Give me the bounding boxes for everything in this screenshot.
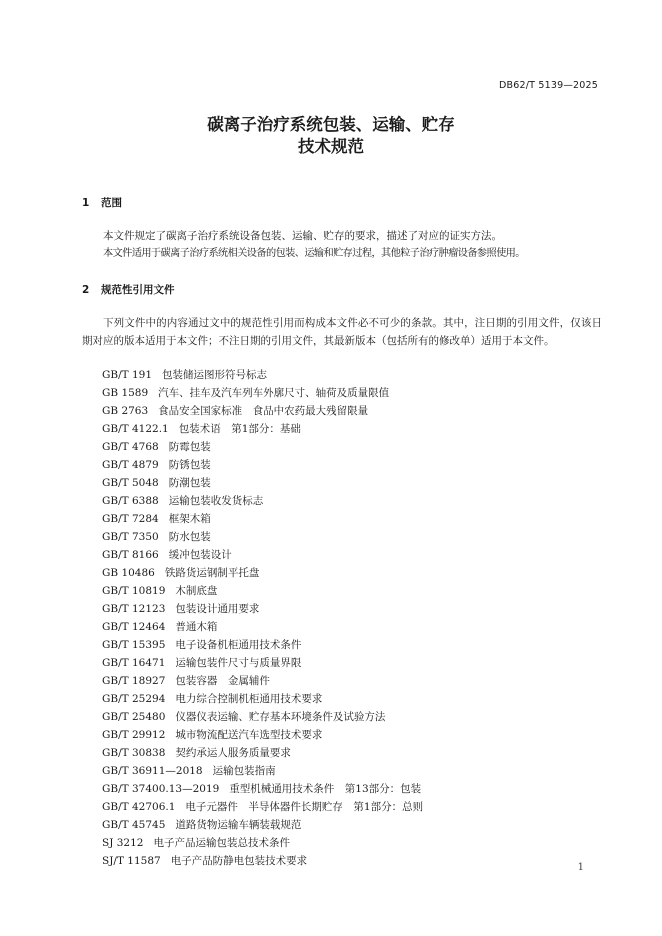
reference-title: 包装容器 金属辅件 xyxy=(175,675,270,687)
reference-code: GB/T 5048 xyxy=(102,477,159,489)
reference-title: 包装术语 第1部分：基础 xyxy=(178,423,301,435)
reference-item xyxy=(102,780,423,798)
reference-item xyxy=(102,762,423,780)
reference-code: GB/T 7350 xyxy=(102,531,159,543)
reference-title: 木制底盘 xyxy=(175,585,218,597)
reference-item xyxy=(102,798,423,816)
references-intro: 下列文件中的内容通过文中的规范性引用而构成本文件必不可少的条款。其中，注日期的引用文件，仅该日期对应的版本适用于本文件；不注日期的引用文件，其最新版本（包括所有的修改单）适用于本文件。 xyxy=(82,317,602,347)
reference-title: 缓冲包装设计 xyxy=(168,549,232,561)
reference-item xyxy=(102,402,423,420)
reference-item xyxy=(102,636,423,654)
page-number: 1 xyxy=(577,862,584,873)
reference-item xyxy=(102,726,423,744)
reference-item xyxy=(102,834,423,852)
reference-title: 仪器仪表运输、贮存基本环境条件及试验方法 xyxy=(175,711,386,723)
reference-item xyxy=(102,456,423,474)
standard-code: DB62/T 5139—2025 xyxy=(499,80,598,91)
reference-title: 防潮包装 xyxy=(168,477,211,489)
reference-item xyxy=(102,852,423,870)
reference-item xyxy=(102,384,423,402)
reference-item xyxy=(102,744,423,762)
reference-code: SJ 3212 xyxy=(102,837,144,849)
reference-code: GB/T 45745 xyxy=(102,819,166,831)
reference-item xyxy=(102,546,423,564)
reference-title: 运输包装指南 xyxy=(212,765,276,777)
reference-item xyxy=(102,708,423,726)
reference-title: 汽车、挂车及汽车列车外廓尺寸、轴荷及质量限值 xyxy=(158,387,390,399)
reference-item xyxy=(102,492,423,510)
section-2-number: 2 xyxy=(82,284,90,296)
reference-title: 包装储运图形符号标志 xyxy=(162,369,268,381)
reference-code: GB/T 25480 xyxy=(102,711,166,723)
reference-title: 城市物流配送汽车选型技术要求 xyxy=(175,729,323,741)
section-1-number: 1 xyxy=(82,197,90,209)
reference-title: 普通木箱 xyxy=(175,621,218,633)
reference-code: GB/T 4879 xyxy=(102,459,159,471)
reference-title: 电子元器件 半导体器件长期贮存 第1部分：总则 xyxy=(185,801,424,813)
reference-code: GB/T 36911—2018 xyxy=(102,765,203,777)
reference-item xyxy=(102,420,423,438)
reference-item xyxy=(102,816,423,834)
reference-code: GB/T 15395 xyxy=(102,639,166,651)
reference-title: 道路货物运输车辆装载规范 xyxy=(175,819,302,831)
reference-title: 契约承运人服务质量要求 xyxy=(175,747,291,759)
reference-code: GB 10486 xyxy=(102,567,155,579)
reference-title: 防锈包装 xyxy=(168,459,211,471)
reference-item xyxy=(102,618,423,636)
reference-title: 防水包装 xyxy=(168,531,211,543)
reference-title: 电力综合控制机柜通用技术要求 xyxy=(175,693,323,705)
reference-code: GB/T 7284 xyxy=(102,513,159,525)
reference-code: SJ/T 11587 xyxy=(102,855,161,867)
reference-code: GB/T 42706.1 xyxy=(102,801,176,813)
reference-item xyxy=(102,528,423,546)
reference-code: GB/T 16471 xyxy=(102,657,166,669)
reference-code: GB/T 29912 xyxy=(102,729,166,741)
reference-title: 电子设备机柜通用技术条件 xyxy=(175,639,302,651)
reference-code: GB/T 30838 xyxy=(102,747,166,759)
reference-title: 铁路货运钢制平托盘 xyxy=(164,567,260,579)
reference-title: 框架木箱 xyxy=(168,513,211,525)
reference-item xyxy=(102,510,423,528)
reference-code: GB/T 8166 xyxy=(102,549,159,561)
reference-item xyxy=(102,600,423,618)
reference-title: 运输包装件尺寸与质量界限 xyxy=(175,657,302,669)
reference-item xyxy=(102,690,423,708)
section-1-title: 范围 xyxy=(101,197,122,209)
reference-item xyxy=(102,474,423,492)
reference-title: 食品安全国家标准 食品中农药最大残留限量 xyxy=(158,405,369,417)
reference-code: GB/T 10819 xyxy=(102,585,166,597)
reference-title: 重型机械通用技术条件 第13部分：包装 xyxy=(229,783,422,795)
reference-list xyxy=(102,366,423,870)
reference-item xyxy=(102,654,423,672)
reference-code: GB/T 18927 xyxy=(102,675,166,687)
reference-code: GB/T 4768 xyxy=(102,441,159,453)
reference-code: GB/T 12464 xyxy=(102,621,166,633)
reference-title: 电子产品运输包装总技术条件 xyxy=(153,837,290,849)
reference-code: GB/T 4122.1 xyxy=(102,423,169,435)
document-title-line1: 碳离子治疗系统包装、运输、贮存 xyxy=(207,115,455,134)
section-2-heading xyxy=(82,282,175,297)
reference-code: GB/T 12123 xyxy=(102,603,166,615)
reference-code: GB 2763 xyxy=(102,405,149,417)
reference-item xyxy=(102,564,423,582)
reference-item xyxy=(102,438,423,456)
scope-paragraph-2: 本文件适用于碳离子治疗系统相关设备的包装、运输和贮存过程，其他粒子治疗肿瘤设备参照使用。 xyxy=(103,248,525,259)
section-1-heading xyxy=(82,195,122,210)
reference-code: GB/T 37400.13—2019 xyxy=(102,783,220,795)
reference-code: GB/T 191 xyxy=(102,369,153,381)
reference-title: 防霉包装 xyxy=(168,441,211,453)
reference-code: GB/T 25294 xyxy=(102,693,166,705)
reference-title: 电子产品防静电包装技术要求 xyxy=(170,855,308,867)
reference-item xyxy=(102,366,423,384)
reference-title: 包装设计通用要求 xyxy=(175,603,260,615)
reference-code: GB/T 6388 xyxy=(102,495,159,507)
reference-code: GB 1589 xyxy=(102,387,149,399)
reference-item xyxy=(102,582,423,600)
section-2-title: 规范性引用文件 xyxy=(101,284,175,296)
reference-item xyxy=(102,672,423,690)
scope-paragraph-1: 本文件规定了碳离子治疗系统设备包装、运输、贮存的要求，描述了对应的证实方法。 xyxy=(103,230,502,242)
document-title-line2: 技术规范 xyxy=(298,137,364,156)
reference-title: 运输包装收发货标志 xyxy=(168,495,264,507)
